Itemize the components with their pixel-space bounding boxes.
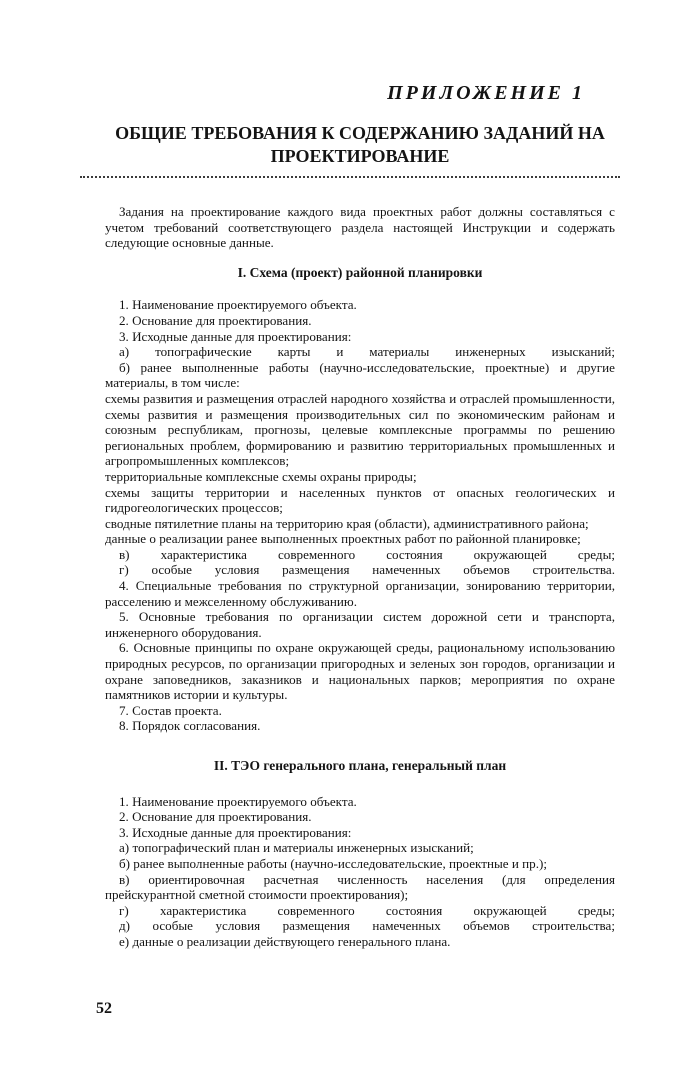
s2-item-3d: г) характеристика современного состояния окружающей среды; [119, 902, 615, 918]
s2-item-3: 3. Исходные данные для проектирования: [119, 824, 352, 840]
document-title: ОБЩИЕ ТРЕБОВАНИЯ К СОДЕРЖАНИЮ ЗАДАНИЙ НА ПРОЕКТИРОВАНИЕ [115, 123, 605, 166]
s1-item-5: 5. Основные требования по организации систем дорожной сети и транспорта, инженерного оборудования. [105, 609, 615, 640]
dotted-divider [80, 176, 620, 178]
document-body [105, 204, 615, 950]
s1-item-3b-plans: сводные пятилетние планы на территорию края (области), административного района; [105, 515, 589, 531]
s1-item-8: 8. Порядок согласования. [119, 718, 261, 734]
s1-item-4: 4. Специальные требования по структурной организации, зонированию территории, расселению и межселенному обслуживанию. [105, 578, 615, 609]
s2-item-3b: б) ранее выполненные работы (научно-исследовательские, проектные и пр.); [119, 855, 547, 871]
s1-item-3b: б) ранее выполненные работы (научно-исследовательские, проектные) и другие материалы, в том числе: [105, 359, 615, 391]
s1-item-3d: г) особые условия размещения намеченных объемов строительства. [119, 562, 615, 578]
s1-item-3b-protection: схемы защиты территории и населенных пунктов от опасных геологических и гидрогеологических процессов; [105, 484, 615, 516]
s1-item-3b-schemes: схемы развития и размещения отраслей народного хозяйства и отраслей промышленности, схемы развития и размещения производительных сил по экономическим районам и союзным республикам, прогнозы, целевые комплексные программы по решению региональных проблем, формированию и развитию территориальных промышленных и агропромышленных комплексов; [105, 390, 615, 469]
s1-item-3b-data: данные о реализации ранее выполненных проектных работ по районной планировке; [105, 531, 581, 547]
s2-item-1: 1. Наименование проектируемого объекта. [119, 793, 357, 809]
s1-item-2: 2. Основание для проектирования. [119, 312, 312, 328]
s2-item-3f: е) данные о реализации действующего генерального плана. [119, 933, 451, 949]
intro-paragraph: Задания на проектирование каждого вида проектных работ должны составляться с учетом требований соответствующего раздела настоящей Инструкции и содержать следующие основные данные. [105, 204, 615, 251]
s1-item-3a: а) топографические карты и материалы инженерных изысканий; [119, 344, 615, 360]
s1-item-3: 3. Исходные данные для проектирования: [119, 328, 352, 344]
page-number: 52 [96, 1000, 112, 1017]
appendix-label: ПРИЛОЖЕНИЕ 1 [387, 82, 585, 104]
s2-item-3a: а) топографический план и материалы инженерных изысканий; [119, 840, 474, 856]
s2-item-3c: в) ориентировочная расчетная численность населения (для определения прейскурантной сметной стоимости проектирования); [105, 871, 615, 903]
s1-item-3b-nature: территориальные комплексные схемы охраны природы; [105, 468, 417, 484]
s1-item-6: 6. Основные принципы по охране окружающей среды, рациональному использованию природных ресурсов, по организации пригородных и зеленых зон городов, организации и охране заповедников, заказников и национальных парков; мероприятия по охране памятников истории и культуры. [105, 640, 615, 703]
s1-item-7: 7. Состав проекта. [119, 702, 222, 718]
s2-item-2: 2. Основание для проектирования. [119, 809, 312, 825]
s1-item-1: 1. Наименование проектируемого объекта. [119, 297, 357, 313]
s1-item-3c: в) характеристика современного состояния окружающей среды; [119, 546, 615, 562]
section-2-heading: II. ТЭО генерального плана, генеральный план [213, 758, 507, 773]
section-1-heading: I. Схема (проект) районной планировки [237, 264, 483, 280]
s2-item-3e: д) особые условия размещения намеченных объемов строительства; [119, 918, 615, 934]
